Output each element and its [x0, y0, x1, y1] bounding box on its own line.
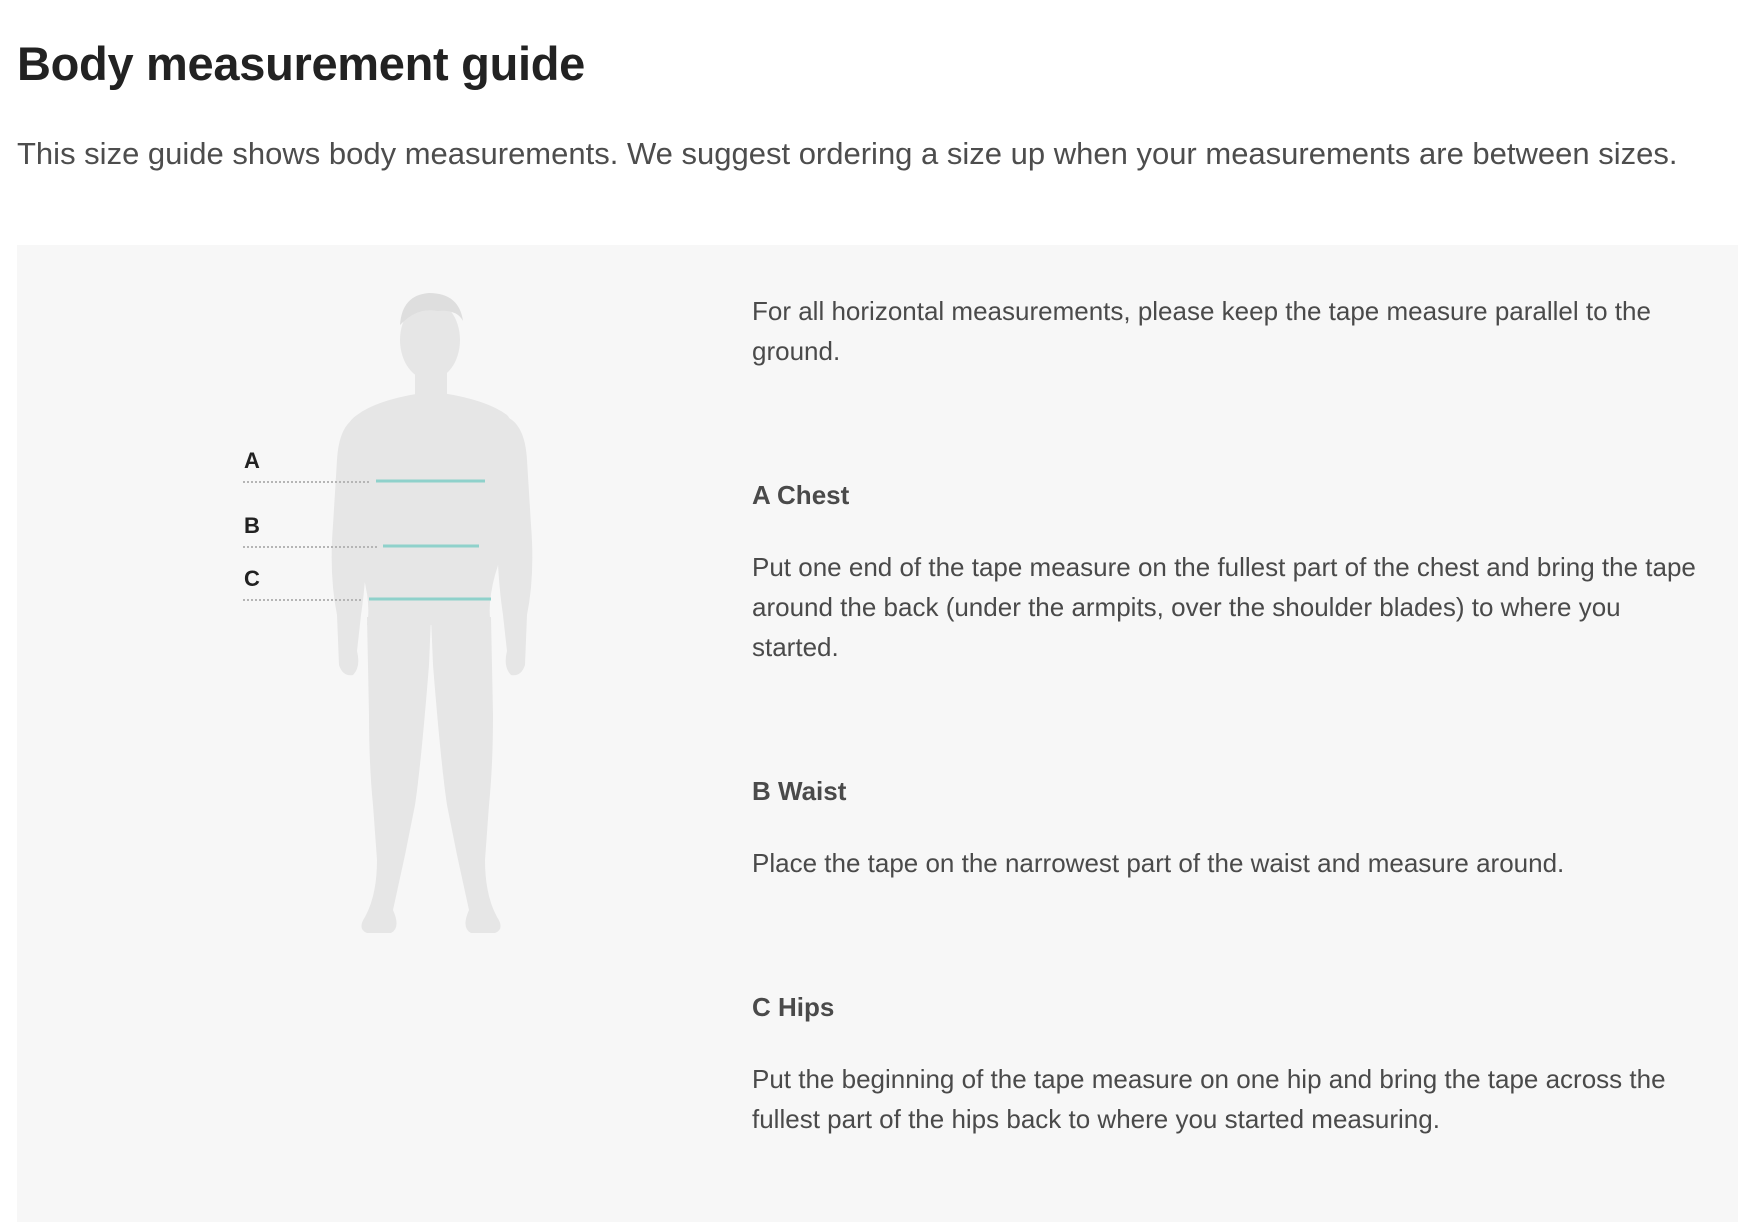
- silhouette-right-leg: [431, 617, 501, 933]
- waist-instruction: Place the tape on the narrowest part of the waist and measure around.: [752, 848, 1565, 878]
- marker-b-label: B: [244, 513, 260, 538]
- hips-heading: C Hips: [752, 992, 835, 1022]
- silhouette-right-arm: [495, 417, 532, 675]
- marker-c-label: C: [244, 566, 260, 591]
- hips-instruction: Put the beginning of the tape measure on one hip and bring the tape across the fullest part of the hips back to where you started measuring.: [752, 1064, 1666, 1134]
- body-silhouette: [332, 293, 533, 933]
- silhouette-left-leg: [361, 617, 431, 933]
- measurement-panel: [17, 245, 1738, 1222]
- page-title: Body measurement guide: [17, 37, 585, 90]
- intro-text: This size guide shows body measurements. We suggest ordering a size up when your measurements are between sizes.: [17, 136, 1678, 171]
- marker-a-label: A: [244, 448, 260, 473]
- body-figure: [17, 245, 707, 1222]
- waist-heading: B Waist: [752, 776, 847, 806]
- general-instruction: For all horizontal measurements, please keep the tape measure parallel to the ground.: [752, 296, 1651, 366]
- silhouette-torso: [344, 393, 514, 625]
- chest-heading: A Chest: [752, 480, 850, 510]
- chest-instruction: Put one end of the tape measure on the fullest part of the chest and bring the tape around the back (under the armpits, over the shoulder blades) to where you started.: [752, 552, 1696, 662]
- body-silhouette-illustration: [17, 245, 707, 1222]
